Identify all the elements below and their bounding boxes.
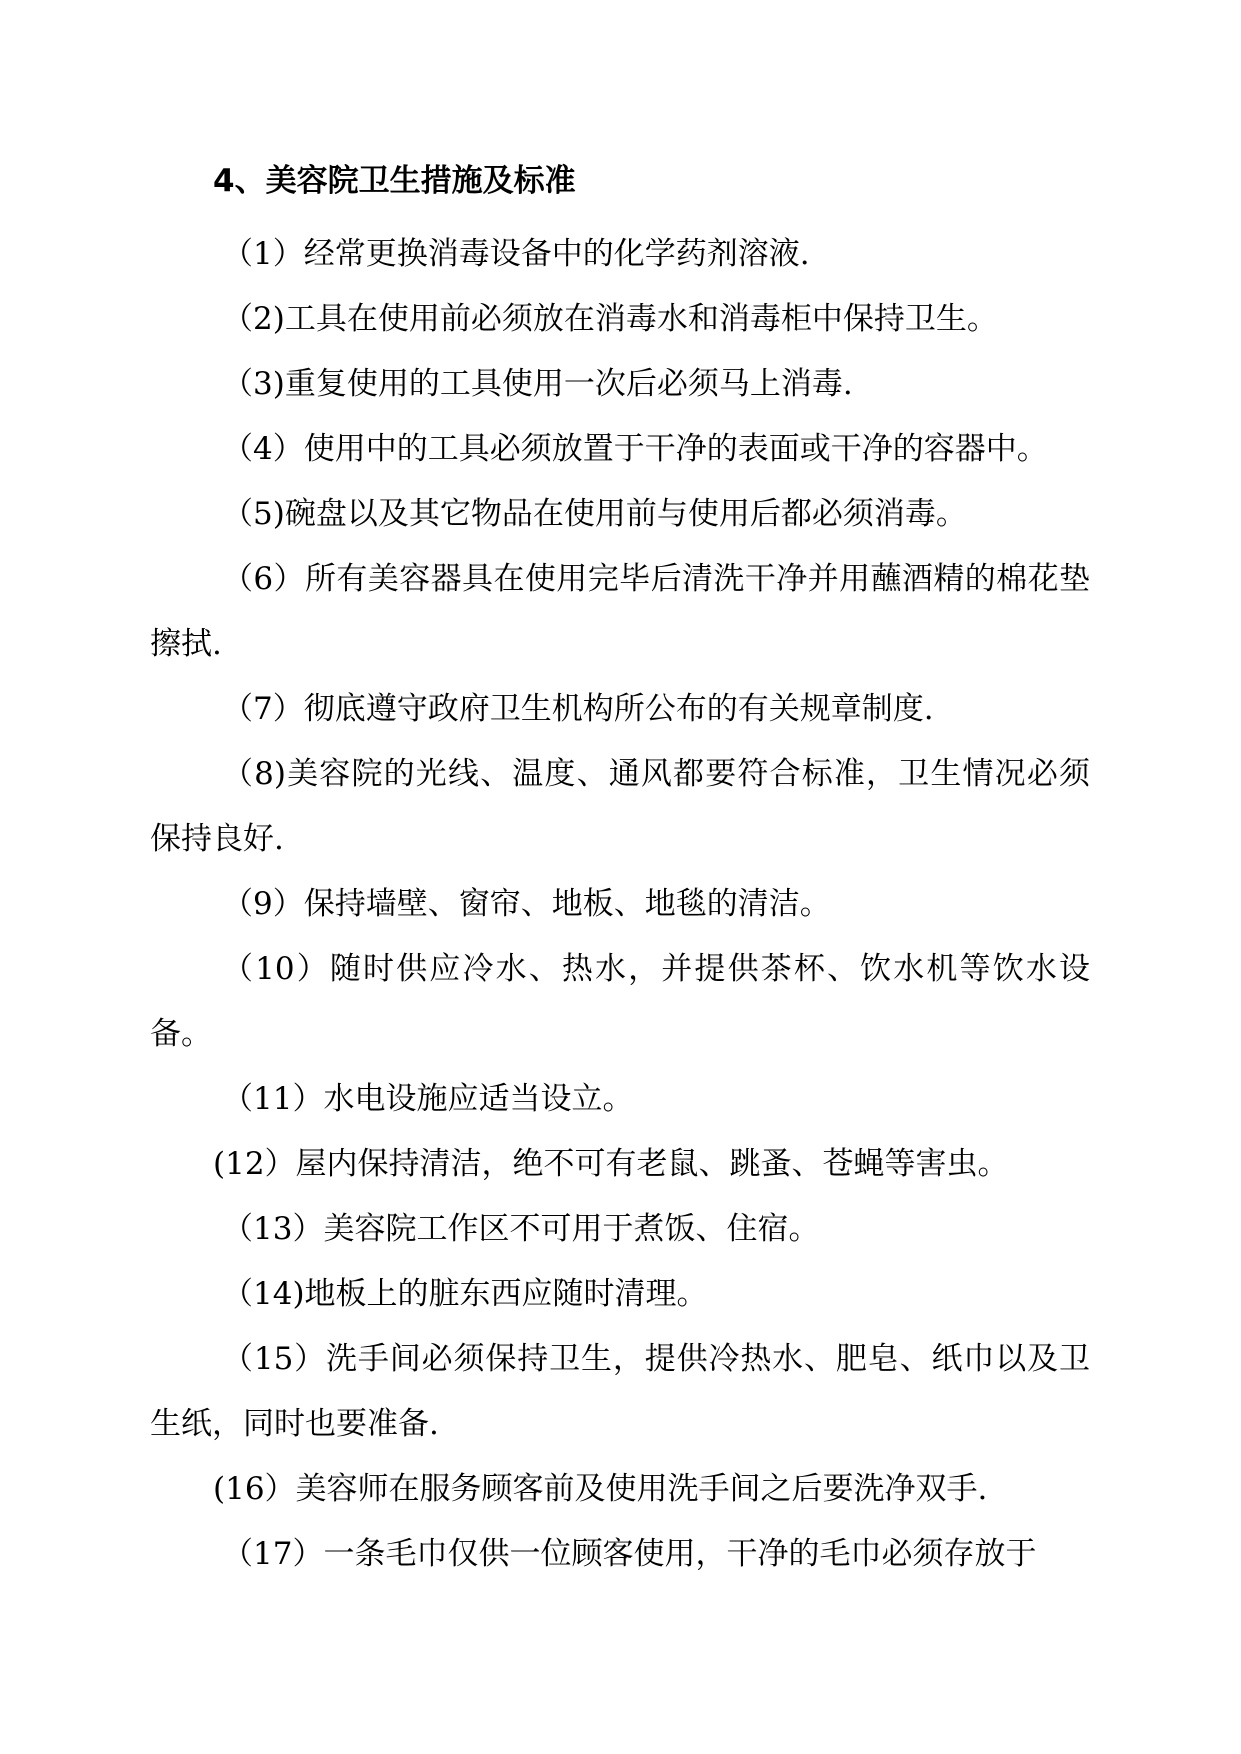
list-item: (12）屋内保持清洁，绝不可有老鼠、跳蚤、苍蝇等害虫。 xyxy=(213,1146,1009,1182)
list-item: (16）美容师在服务顾客前及使用洗手间之后要洗净双手. xyxy=(213,1471,988,1507)
list-item: （13）美容院工作区不可用于煮饭、住宿。 xyxy=(222,1211,820,1247)
list-item: （1）经常更换消毒设备中的化学药剂溶液. xyxy=(222,236,810,272)
list-item: （5)碗盘以及其它物品在使用前与使用后都必须消毒。 xyxy=(222,496,967,532)
list-item: （7）彻底遵守政府卫生机构所公布的有关规章制度. xyxy=(222,691,934,727)
list-item: （11）水电设施应适当设立。 xyxy=(222,1081,634,1117)
section-heading: 4、美容院卫生措施及标准 xyxy=(213,163,576,199)
list-item: （4）使用中的工具必须放置于干净的表面或干净的容器中。 xyxy=(222,431,1048,467)
list-item: （3)重复使用的工具使用一次后必须马上消毒. xyxy=(222,366,853,402)
list-item: （2)工具在使用前必须放在消毒水和消毒柜中保持卫生。 xyxy=(222,301,998,337)
list-item: （17）一条毛巾仅供一位顾客使用，干净的毛巾必须存放于 xyxy=(222,1536,1037,1572)
list-item: （10）随时供应冷水、热水，并提供茶杯、饮水机等饮水设备。 xyxy=(150,951,1090,1052)
list-item: （15）洗手间必须保持卫生，提供冷热水、肥皂、纸巾以及卫生纸，同时也要准备. xyxy=(150,1341,1090,1442)
list-item: （14)地板上的脏东西应随时清理。 xyxy=(222,1276,708,1312)
list-item: （9）保持墙壁、窗帘、地板、地毯的清洁。 xyxy=(222,886,831,922)
hygiene-measures-list xyxy=(150,222,1090,1587)
list-item: （8)美容院的光线、温度、通风都要符合标准，卫生情况必须保持良好. xyxy=(150,756,1090,857)
list-item: （6）所有美容器具在使用完毕后清洗干净并用蘸酒精的棉花垫擦拭. xyxy=(150,561,1090,662)
